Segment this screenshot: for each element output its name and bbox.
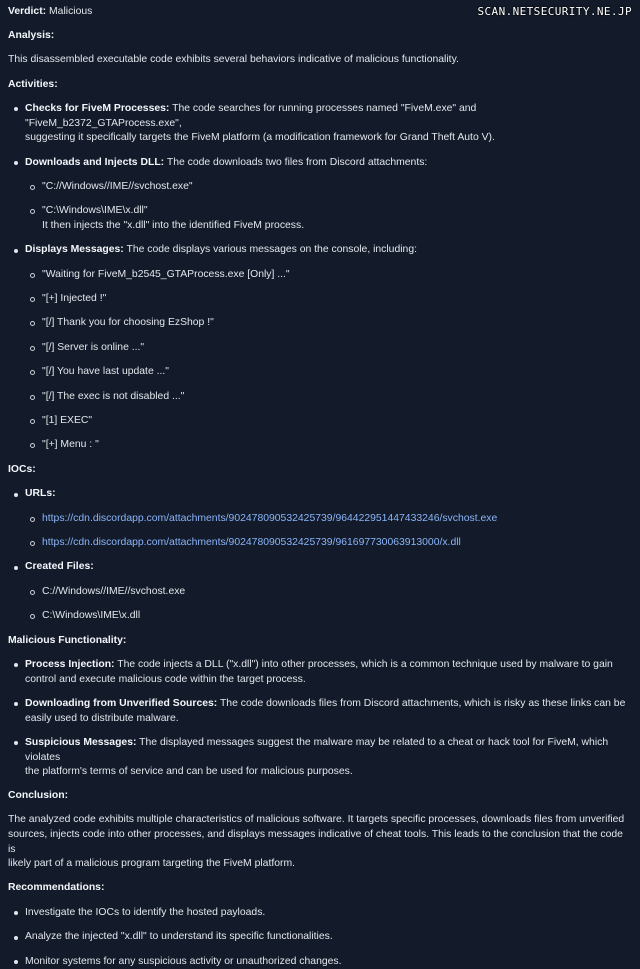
item-text: "C:\Windows\IME\x.dll" <box>42 205 148 217</box>
item-text: The code displays various messages on the console, including: <box>126 244 417 256</box>
list-item <box>8 560 632 575</box>
item-text: The code downloads two files from Discord attachments: <box>166 156 428 168</box>
item-title: Checks for FiveM Processes: <box>25 102 170 114</box>
item-text: suggesting it specifically targets the FiveM platform (a modification framework for Grand Theft Auto V). <box>25 132 495 144</box>
sub-list-item: "[/] Thank you for choosing EzShop !" <box>8 316 632 331</box>
sub-list-item: "[+] Menu : " <box>8 438 632 453</box>
iocs-heading: IOCs: <box>8 463 36 475</box>
list-item <box>8 487 632 502</box>
item-title: Downloads and Injects DLL: <box>25 156 165 168</box>
analysis-heading: Analysis: <box>8 30 55 42</box>
ioc-url-link[interactable]: https://cdn.discordapp.com/attachments/902478090532425739/964422951447433246/svchost.exe <box>42 512 498 524</box>
sub-list-item: "[/] The exec is not disabled ..." <box>8 390 632 405</box>
conclusion-heading: Conclusion: <box>8 790 69 802</box>
item-text: The code injects a DLL ("x.dll") into other processes, which is a common technique used by malware to gain <box>117 658 613 670</box>
verdict-label: Verdict: <box>8 6 47 17</box>
sub-list-item: "[+] Injected !" <box>8 292 632 307</box>
ioc-url-link[interactable]: https://cdn.discordapp.com/attachments/902478090532425739/961697730063913000/x.dll <box>42 536 461 548</box>
sub-list-item: "[1] EXEC" <box>8 414 632 429</box>
verdict-value: Malicious <box>49 6 93 17</box>
item-text: The code downloads files from Discord attachments, which is risky as these links can be <box>219 697 626 709</box>
item-text: control and execute malicious code within the target process. <box>25 673 306 685</box>
item-text: The code searches for running processes named "FiveM.exe" and "FiveM_b2372_GTAProcess.exe", <box>25 102 477 129</box>
item-text: the platform's terms of service and can be used for malicious purposes. <box>25 766 353 778</box>
sub-list-item <box>8 204 632 233</box>
item-title: Created Files: <box>25 561 94 573</box>
conclusion-line: likely part of a malicious program targeting the FiveM platform. <box>8 858 296 870</box>
sub-list-item: "Waiting for FiveM_b2545_GTAProcess.exe [Only] ..." <box>8 268 632 283</box>
list-item <box>8 697 632 726</box>
item-text: easily used to distribute malware. <box>25 712 179 724</box>
sub-list-item: "[/] You have last update ..." <box>8 365 632 380</box>
list-item: Investigate the IOCs to identify the hosted payloads. <box>8 906 632 921</box>
item-title: Suspicious Messages: <box>25 736 137 748</box>
item-title: Displays Messages: <box>25 244 124 256</box>
item-title: URLs: <box>25 488 56 500</box>
sub-list-item <box>8 512 632 527</box>
analysis-text: This disassembled executable code exhibits several behaviors indicative of malicious functionality. <box>8 54 459 66</box>
list-item <box>8 156 632 171</box>
list-item <box>8 243 632 258</box>
list-item <box>8 102 632 146</box>
recommendations-heading: Recommendations: <box>8 882 105 894</box>
item-text: It then injects the "x.dll" into the identified FiveM process. <box>42 219 305 231</box>
malicious-heading: Malicious Functionality: <box>8 634 127 646</box>
list-item <box>8 736 632 780</box>
sub-list-item: C://Windows//IME//svchost.exe <box>8 585 632 600</box>
watermark: SCAN.NETSECURITY.NE.JP <box>477 5 632 18</box>
item-text: "C://Windows//IME//svchost.exe" <box>42 180 193 192</box>
conclusion-text <box>8 813 632 871</box>
sub-list-item <box>8 180 632 195</box>
sub-list-item <box>8 536 632 551</box>
list-item: Analyze the injected "x.dll" to understand its specific functionalities. <box>8 930 632 945</box>
list-item: Monitor systems for any suspicious activity or unauthorized changes. <box>8 955 632 969</box>
conclusion-line: sources, injects code into other processes, and displays messages indicative of cheat tools. This leads to the conclusion that the code is <box>8 829 623 855</box>
sub-list-item: C:\Windows\IME\x.dll <box>8 609 632 624</box>
sub-list-item: "[/] Server is online ..." <box>8 341 632 356</box>
item-title: Downloading from Unverified Sources: <box>25 697 218 709</box>
item-title: Process Injection: <box>25 658 115 670</box>
list-item <box>8 658 632 687</box>
activities-heading: Activities: <box>8 78 58 90</box>
conclusion-line: The analyzed code exhibits multiple characteristics of malicious software. It targets specific processes, downloads files from unverified <box>8 814 625 826</box>
item-text: The displayed messages suggest the malware may be related to a cheat or hack tool for FiveM, which violates <box>25 736 609 763</box>
